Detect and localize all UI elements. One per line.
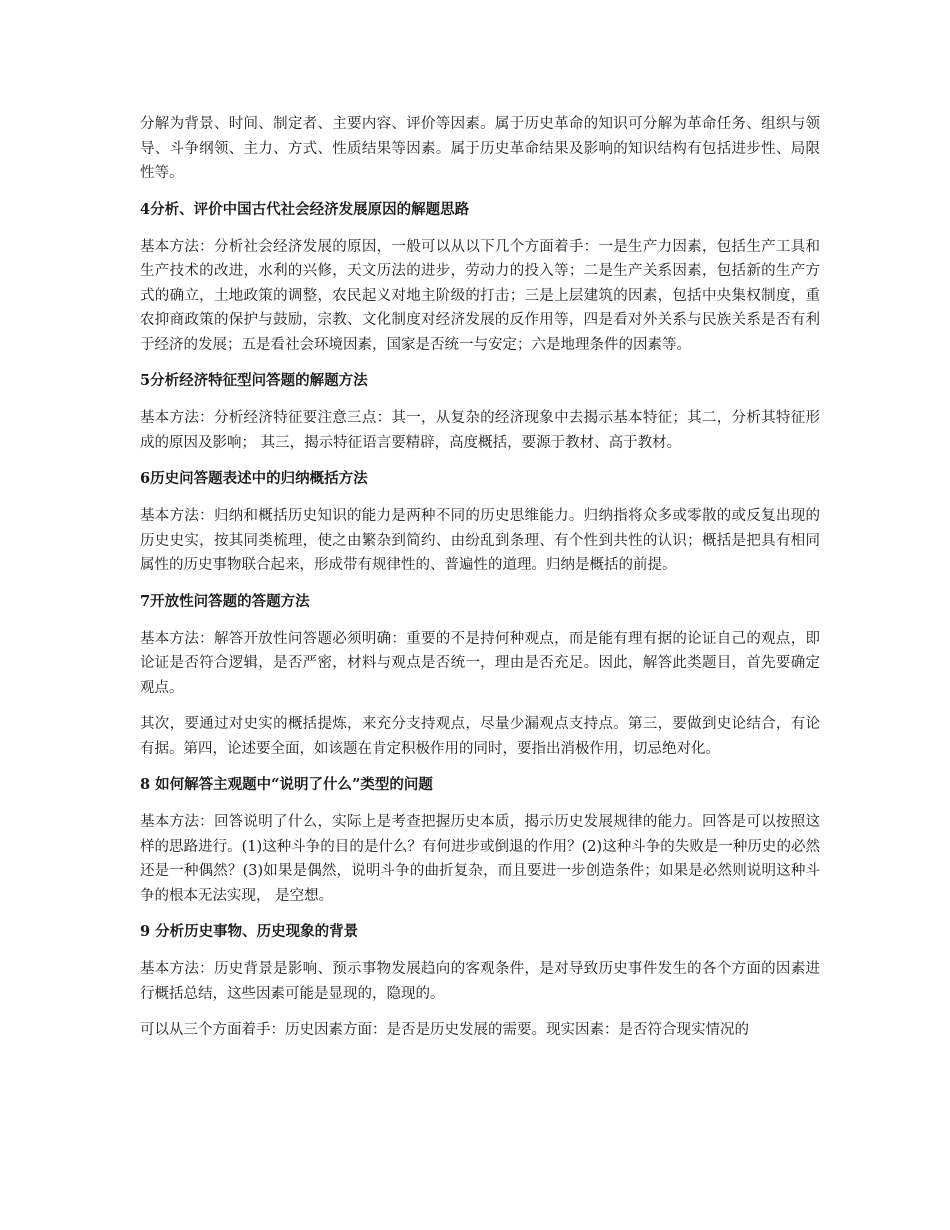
paragraph: 基本方法：归纳和概括历史知识的能力是两种不同的历史思维能力。归纳指将众多或零散的或反复出现的历史史实，按其同类梳理，使之由繁杂到简约、由纷乱到条理、有个性到共性的认识；概括是把具有相同属性的历史事物联合起来，形成带有规律性的、普遍性的道理。归纳是概括的前提。	[140, 508, 820, 573]
paragraph: 基本方法：回答说明了什么，实际上是考查把握历史本质，揭示历史发展规律的能力。回答是可以按照这样的思路进行。(1)这种斗争的目的是什么？有何进步或倒退的作用？(2)这种斗争的失败是一种历史的必然还是一种偶然？(3)如果是偶然，说明斗争的曲折复杂，而且要进一步创造条件；如果是必然则说明这种斗争的根本无法实现， 是空想。	[140, 814, 820, 904]
paragraph: 基本方法：分析经济特征要注意三点：其一，从复杂的经济现象中去揭示基本特征；其二，分析其特征形成的原因及影响； 其三，揭示特征语言要精辟，高度概括，要源于教材、高于教材。	[140, 410, 820, 451]
document-page	[140, 112, 820, 1055]
paragraph: 其次，要通过对史实的概括提炼，来充分支持观点，尽量少漏观点支持点。第三，要做到史论结合，有论有据。第四，论述要全面，如该题在肯定积极作用的同时，要指出消极作用，切忌绝对化。	[140, 716, 820, 757]
section-heading: 6历史问答题表述中的归纳概括方法	[140, 470, 368, 487]
paragraph: 可以从三个方面着手：历史因素方面：是否是历史发展的需要。现实因素：是否符合现实情况的	[140, 1022, 749, 1038]
section-heading: 9 分析历史事物、历史现象的背景	[140, 923, 359, 940]
paragraph: 基本方法：历史背景是影响、预示事物发展趋向的客观条件，是对导致历史事件发生的各个方面的因素进行概括总结，这些因素可能是显现的，隐现的。	[140, 961, 820, 1002]
paragraph: 基本方法：分析社会经济发展的原因，一般可以从以下几个方面着手：一是生产力因素，包括生产工具和生产技术的改进，水利的兴修，天文历法的进步，劳动力的投入等；二是生产关系因素，包括新的生产方式的确立，土地政策的调整，农民起义对地主阶级的打击；三是上层建筑的因素，包括中央集权制度，重农抑商政策的保护与鼓励，宗教、文化制度对经济发展的反作用等，四是看对外关系与民族关系是否有利于经济的发展；五是看社会环境因素，国家是否统一与安定；六是地理条件的因素等。	[140, 238, 820, 353]
paragraph: 分解为背景、时间、制定者、主要内容、评价等因素。属于历史革命的知识可分解为革命任务、组织与领导、斗争纲领、主力、方式、性质结果等因素。属于历史革命结果及影响的知识结构有包括进步性、局限性等。	[140, 116, 820, 181]
section-heading: 8 如何解答主观题中“说明了什么”类型的问题	[140, 776, 433, 793]
paragraph: 基本方法：解答开放性问答题必须明确：重要的不是持何种观点，而是能有理有据的论证自己的观点，即论证是否符合逻辑，是否严密，材料与观点是否统一，理由是否充足。因此，解答此类题目，首先要确定观点。	[140, 630, 820, 696]
section-heading: 4分析、评价中国古代社会经济发展原因的解题思路	[140, 200, 470, 218]
section-heading: 5分析经济特征型问答题的解题方法	[140, 372, 368, 389]
section-heading: 7开放性问答题的答题方法	[140, 592, 310, 610]
